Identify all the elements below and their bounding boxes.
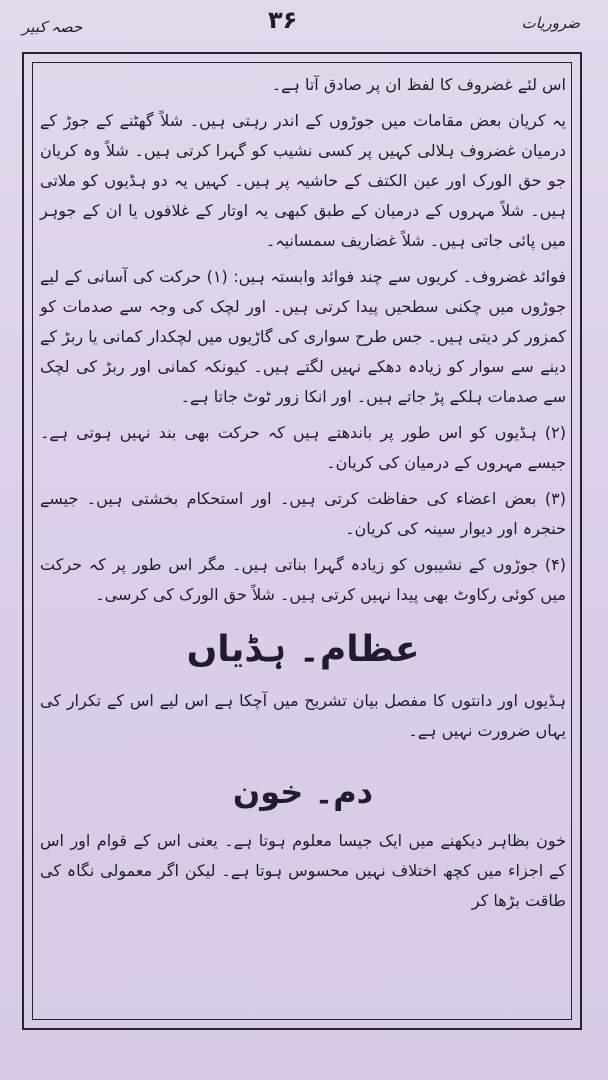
header-left-text: حصہ کبیر bbox=[22, 18, 83, 36]
paragraph-bones: ہڈیوں اور دانتوں کا مفصل بیان تشریح میں آچکا ہے اس لیے اس کے تکرار کی یہاں ضرورت نہیں ہے۔ bbox=[40, 691, 566, 740]
paragraph-benefits: فوائد غضروف۔ کریوں سے چند فوائد وابستہ ہیں: (۱) حرکت کی آسانی کے لیے جوڑوں میں چکنی سطحیں پیدا کرتی ہیں۔ اور لچک کی وجہ سے صدمات کو کمزور کر دیتی ہیں۔ جس طرح سواری کی گاڑیوں میں لچکدار کمانی یا ربڑ کے دینے سے سوار کو زیادہ دھکے نہیں لگتے ہیں۔ کیونکہ کمانی اور ربڑ کی لچک سے صدمات ہلکے پڑ جاتے ہیں۔ اور انکا زور ٹوٹ جاتا ہے۔ bbox=[40, 267, 567, 406]
section-heading-blood: دم۔ خون bbox=[232, 773, 374, 811]
page-header bbox=[0, 6, 608, 44]
paragraph-benefit-3: (۳) بعض اعضاء کی حفاظت کرتی ہیں۔ اور استحکام بخشتی ہیں۔ جیسے حنجرہ اور دیوار سینہ کی کریان۔ bbox=[40, 489, 566, 538]
header-right-text: ضروریات bbox=[521, 14, 580, 32]
paragraph-benefit-2: (۲) ہڈیوں کو اس طور پر باندھتے ہیں کہ حرکت بھی بند نہیں ہوتی ہے۔ جیسے مہروں کے درمیان کی کریان۔ bbox=[40, 423, 566, 472]
section-heading-bones: عظام۔ ہڈیاں bbox=[186, 629, 420, 670]
paragraph-benefit-4: (۴) جوڑوں کے نشیبوں کو زیادہ گہرا بناتی ہیں۔ مگر اس طور پر کہ حرکت میں کوئی رکاوٹ بھی پیدا نہیں کرتی ہیں۔ شلاً حق الورک کی کرسی۔ bbox=[40, 555, 566, 604]
page-number: ۳۶ bbox=[268, 6, 298, 34]
paragraph-intro: اس لئے غضروف کا لفظ ان پر صادق آتا ہے۔ bbox=[271, 75, 566, 94]
paragraph-blood: خون بظاہر دیکھنے میں ایک جیسا معلوم ہوتا ہے۔ یعنی اس کے قوام اور اس کے اجزاء میں کچھ اختلاف نہیں محسوس ہوتا ہے۔ لیکن اگر معمولی نگاہ کی طاقت بڑھا کر bbox=[40, 831, 566, 910]
body-text bbox=[40, 70, 566, 922]
paragraph-locations: یہ کریان بعض مقامات میں جوڑوں کے اندر رہتی ہیں۔ شلاً گھٹنے کے جوڑ کے درمیان غضروف ہلالی کہیں پر کسی نشیب کو گہرا کرتی ہیں۔ شلاً وہ کریان جو حق الورک اور عین الکتف کے حاشیہ پر ہیں۔ کہیں یہ دو ہڈیوں کو ملاتی ہیں۔ شلاً مہروں کے درمیان کے طبق کبھی یہ اوتار کے غلافوں یا ان کے جوہر میں پائی جاتی ہیں۔ شلاً غضاریف سمسانیہ۔ bbox=[40, 111, 566, 250]
